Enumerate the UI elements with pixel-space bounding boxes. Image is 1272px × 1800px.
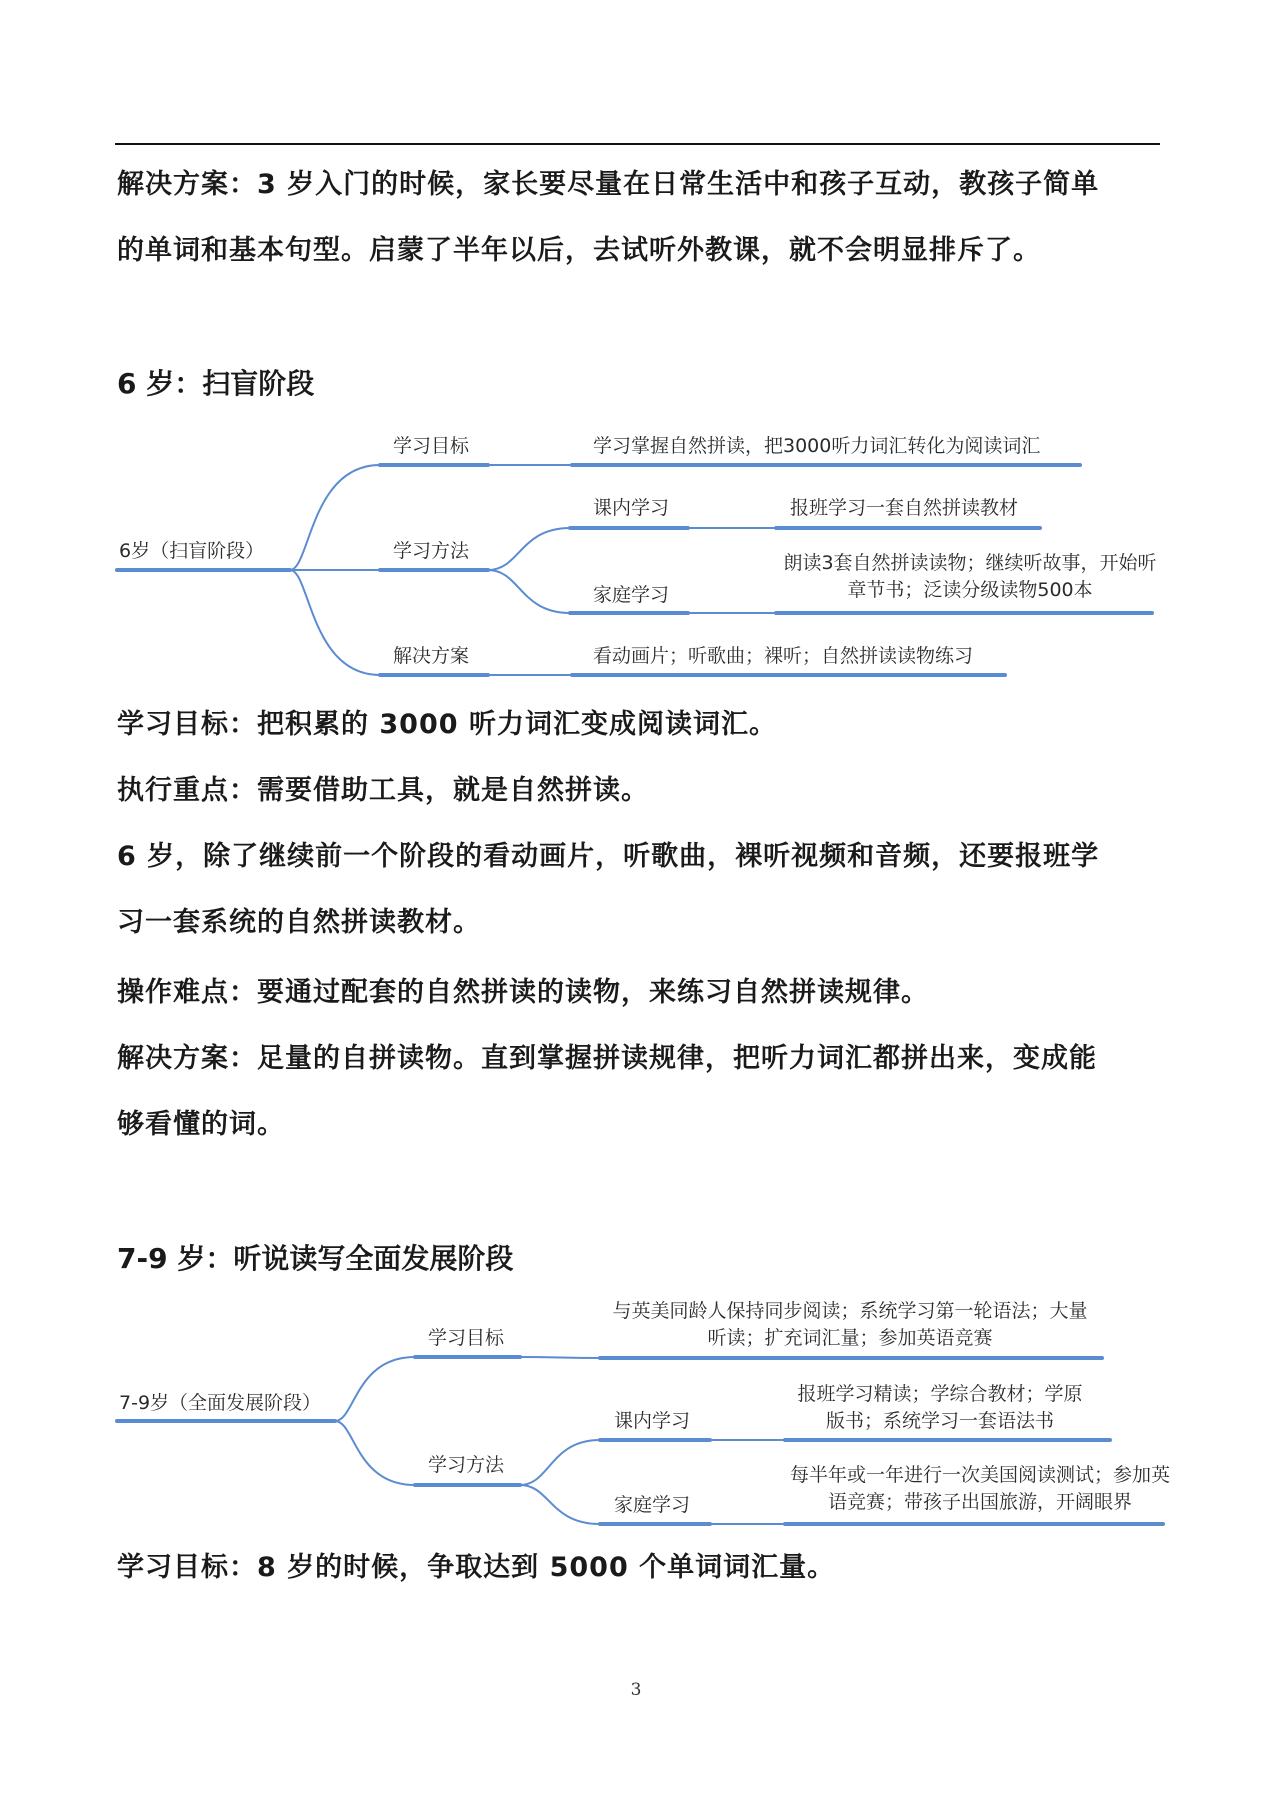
section-6-solution-line-2: 够看懂的词。 xyxy=(117,1109,285,1140)
section-79-goal: 学习目标：8 岁的时候，争取达到 5000 个单词词汇量。 xyxy=(117,1552,836,1583)
mindmap-6-goal-label: 学习目标 xyxy=(393,435,470,457)
mindmap-6-solution-text: 看动画片；听歌曲；裸听；自然拼读读物练习 xyxy=(593,645,974,667)
section-6-para-line-2: 习一套系统的自然拼读教材。 xyxy=(117,907,481,938)
section-79-heading: 7-9 岁：听说读写全面发展阶段 xyxy=(117,1242,514,1275)
mindmap-6-class-label: 课内学习 xyxy=(593,497,670,519)
mindmap-79-goal-label: 学习目标 xyxy=(428,1327,505,1349)
mindmap-79-goal-text: 与英美同龄人保持同步阅读；系统学习第一轮语法；大量听读；扩充词汇量；参加英语竞赛 xyxy=(612,1300,1088,1349)
mindmap-79-home-text: 每半年或一年进行一次美国阅读测试；参加英语竞赛；带孩子出国旅游，开阔眼界 xyxy=(790,1464,1171,1513)
section-6-focus: 执行重点：需要借助工具，就是自然拼读。 xyxy=(117,775,649,806)
mindmap-6-solution-label: 解决方案 xyxy=(393,645,470,667)
mindmap-79-method-label: 学习方法 xyxy=(428,1454,505,1476)
mindmap-79-root: 7-9岁（全面发展阶段） xyxy=(119,1392,322,1414)
section-6-solution-line-1: 解决方案：足量的自拼读物。直到掌握拼读规律，把听力词汇都拼出来，变成能 xyxy=(117,1043,1097,1074)
mindmap-79-class-label: 课内学习 xyxy=(614,1410,691,1432)
section-6-difficulty: 操作难点：要通过配套的自然拼读的读物，来练习自然拼读规律。 xyxy=(117,977,929,1008)
mindmap-6-root: 6岁（扫盲阶段） xyxy=(119,540,265,562)
section-6-heading: 6 岁：扫盲阶段 xyxy=(117,367,315,400)
mindmap-79-class-text: 报班学习精读；学综合教材；学原版书；系统学习一套语法书 xyxy=(797,1383,1083,1432)
mindmap-6-home-label: 家庭学习 xyxy=(593,584,670,606)
intro-line-2: 的单词和基本句型。启蒙了半年以后，去试听外教课，就不会明显排斥了。 xyxy=(117,235,1041,266)
mindmap-6-goal-text: 学习掌握自然拼读，把3000听力词汇转化为阅读词汇 xyxy=(593,435,1041,457)
section-6-goal: 学习目标：把积累的 3000 听力词汇变成阅读词汇。 xyxy=(117,709,777,740)
mindmap-79-home-label: 家庭学习 xyxy=(614,1494,691,1516)
intro-line-1: 解决方案：3 岁入门的时候，家长要尽量在日常生活中和孩子互动，教孩子简单 xyxy=(117,169,1100,200)
page-number: 3 xyxy=(630,1680,642,1700)
mindmap-6-home-text: 朗读3套自然拼读读物；继续听故事，开始听章节书；泛读分级读物500本 xyxy=(783,552,1157,601)
mindmap-6-class-text: 报班学习一套自然拼读教材 xyxy=(790,497,1019,519)
mindmap-6-method-label: 学习方法 xyxy=(393,540,470,562)
section-6-para-line-1: 6 岁，除了继续前一个阶段的看动画片，听歌曲，裸听视频和音频，还要报班学 xyxy=(117,841,1100,872)
